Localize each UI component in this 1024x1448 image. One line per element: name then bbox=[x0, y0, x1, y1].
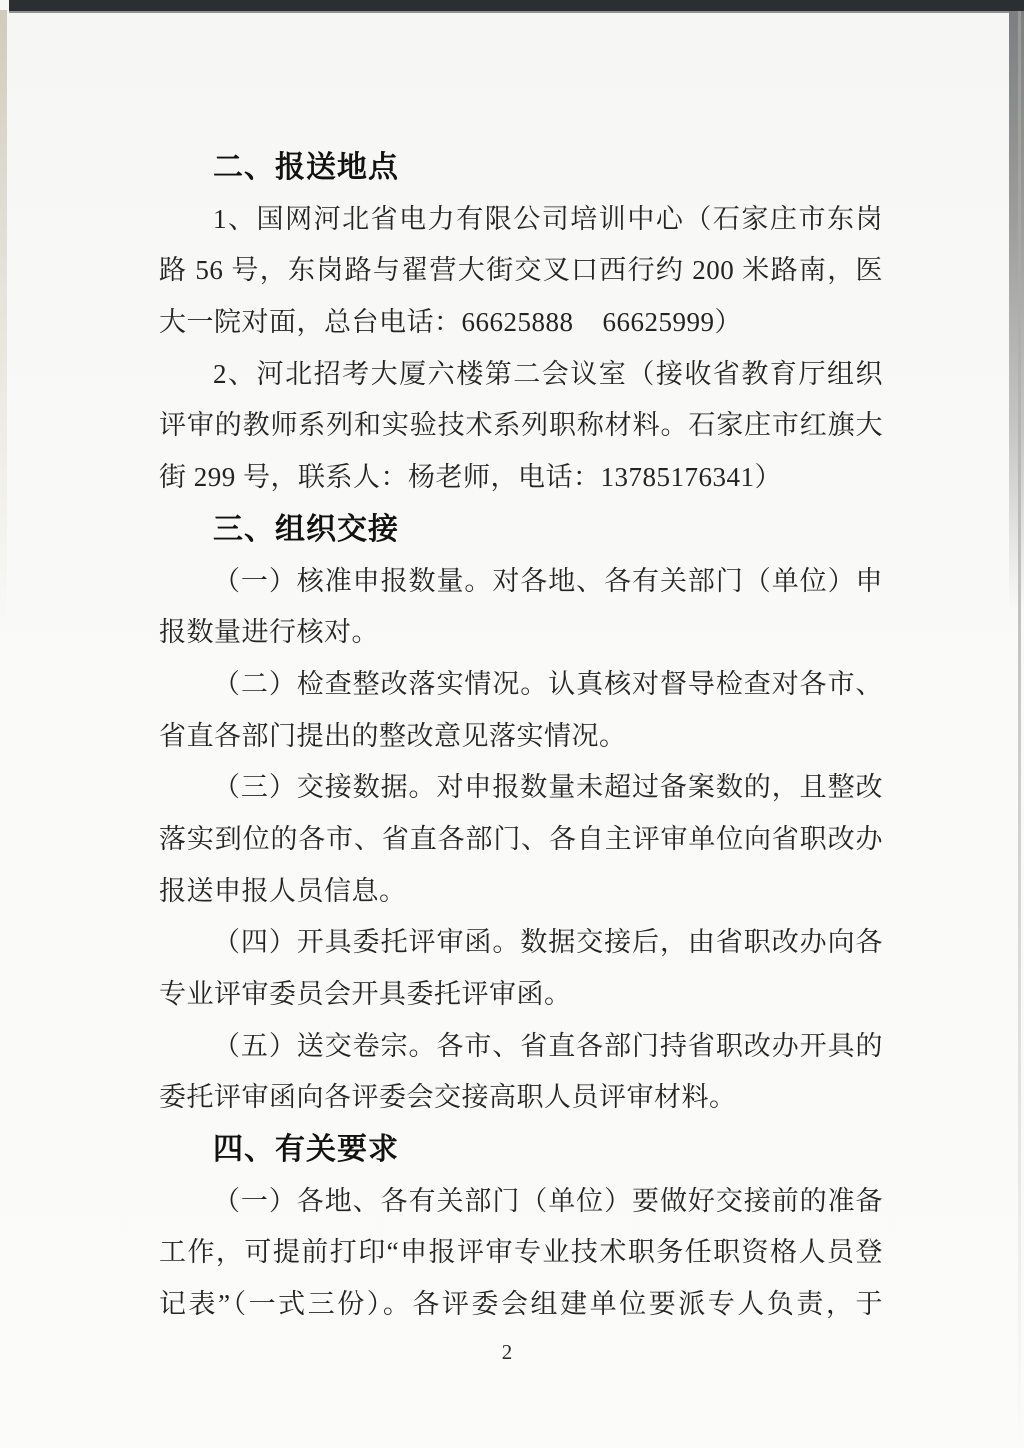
paragraph-line: 2、河北招考大厦六楼第二会议室（接收省教育厅组织 bbox=[213, 358, 883, 389]
paragraph-line: 工作，可提前打印“申报评审专业技术职务任职资格人员登 bbox=[159, 1237, 883, 1268]
paragraph-line: 专业评审委员会开具委托评审函。 bbox=[159, 979, 572, 1009]
paragraph-line: 1、国网河北省电力有限公司培训中心（石家庄市东岗 bbox=[213, 203, 883, 234]
paragraph-line: 记表”（一式三份）。各评委会组建单位要派专人负责，于 bbox=[159, 1289, 883, 1320]
paragraph-line: （三）交接数据。对申报数量未超过备案数的，且整改 bbox=[213, 772, 883, 803]
paragraph-line: 报送申报人员信息。 bbox=[159, 875, 407, 906]
paragraph-line: 省直各部门提出的整改意见落实情况。 bbox=[159, 720, 627, 751]
scan-artifact-top-band bbox=[9, 0, 1024, 13]
paragraph-line: 评审的教师系列和实验技术系列职称材料。石家庄市红旗大 bbox=[159, 410, 883, 441]
paragraph-line: 路 56 号，东岗路与翟营大街交叉口西行约 200 米路南，医 bbox=[159, 255, 883, 286]
document-content bbox=[159, 142, 883, 1331]
paragraph-line: 报数量进行核对。 bbox=[159, 617, 379, 648]
paragraph-line: （五）送交卷宗。各市、省直各部门持省职改办开具的 bbox=[213, 1030, 883, 1061]
paragraph-line: （四）开具委托评审函。数据交接后，由省职改办向各 bbox=[213, 927, 883, 958]
scan-artifact-left-strip bbox=[0, 10, 7, 630]
paragraph-line: （一）核准申报数量。对各地、各有关部门（单位）申 bbox=[213, 565, 883, 596]
paragraph-line: 委托评审函向各评委会交接高职人员评审材料。 bbox=[159, 1082, 737, 1113]
scan-artifact-right-edge-line bbox=[1018, 11, 1021, 1445]
paragraph-line: （二）检查整改落实情况。认真核对督导检查对各市、 bbox=[213, 668, 883, 699]
paragraph-line: （一）各地、各有关部门（单位）要做好交接前的准备 bbox=[213, 1185, 883, 1216]
scan-artifact-right-strip bbox=[1009, 11, 1024, 611]
page-number: 2 bbox=[501, 1340, 513, 1364]
paragraph-line: 街 299 号，联系人：杨老师，电话：13785176341） bbox=[159, 462, 782, 493]
section-heading: 二、报送地点 bbox=[213, 151, 399, 184]
paragraph-line: 落实到位的各市、省直各部门、各自主评审单位向省职改办 bbox=[159, 823, 883, 854]
section-heading: 四、有关要求 bbox=[213, 1133, 399, 1167]
paragraph-line: 大一院对面，总台电话：66625888 66625999） bbox=[159, 307, 742, 338]
section-heading: 三、组织交接 bbox=[213, 512, 399, 546]
